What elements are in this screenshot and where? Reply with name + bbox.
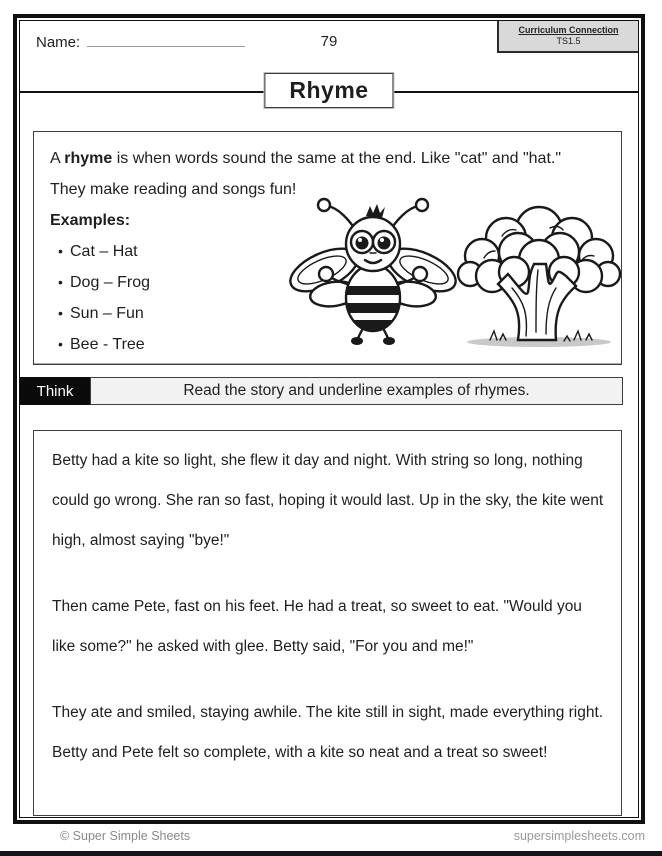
think-row: [20, 377, 623, 405]
page-title: Rhyme: [289, 77, 369, 103]
example-pair: Cat – Hat: [70, 243, 138, 260]
name-row: [36, 32, 245, 51]
example-pair: Sun – Fun: [70, 305, 144, 322]
website-text: supersimplesheets.com: [513, 829, 645, 843]
bullet-icon: •: [58, 274, 63, 290]
worksheet-page: [19, 20, 639, 818]
bee-illustration: [284, 194, 462, 346]
name-label: Name:: [36, 34, 81, 51]
bullet-icon: •: [58, 305, 63, 321]
curriculum-connection-title: Curriculum Connection: [518, 25, 619, 35]
story-paragraph-1: Betty had a kite so light, she flew it day and night. With string so long, nothing could go wrong. She ran so fast, hoping it would last. Up in the sky, the kite went high, almost saying "bye!": [52, 452, 604, 549]
bottom-edge-bar: [0, 851, 662, 856]
story-box: [33, 430, 622, 816]
examples-label: Examples:: [50, 212, 131, 229]
definition-line-1: [50, 143, 605, 174]
example-pair: Dog – Frog: [70, 274, 151, 291]
tree-illustration: [454, 202, 624, 354]
title-box: [264, 73, 393, 108]
definition-text-rest: is when words sound the same at the end. Like "cat" and "hat.": [112, 150, 562, 167]
definition-line-2: They make reading and songs fun!: [50, 181, 297, 198]
story-paragraph-3: They ate and smiled, staying awhile. The kite still in sight, made everything right. Betty and Pete felt so complete, with a kite so neat and a treat so sweet!: [52, 704, 604, 761]
definition-text: A: [50, 150, 65, 167]
rhyme-definition-box: [33, 131, 622, 365]
bullet-icon: •: [58, 243, 63, 259]
worksheet-page-frame: [13, 14, 645, 824]
example-pair: Bee - Tree: [70, 336, 145, 353]
story-paragraph-2: Then came Pete, fast on his feet. He had a treat, so sweet to eat. "Would you like some?" he asked with glee. Betty said, "For you and me!": [52, 598, 582, 655]
name-blank-line: [87, 32, 245, 47]
instruction-bar: Read the story and underline examples of rhymes.: [90, 377, 623, 405]
copyright-text: © Super Simple Sheets: [60, 829, 191, 843]
bullet-icon: •: [58, 336, 63, 352]
curriculum-connection-box: [497, 21, 638, 53]
definition-keyword: rhyme: [64, 150, 113, 167]
curriculum-connection-code: TS1.5: [556, 36, 581, 46]
page-number: 79: [320, 33, 338, 50]
think-label: Think: [20, 377, 90, 405]
